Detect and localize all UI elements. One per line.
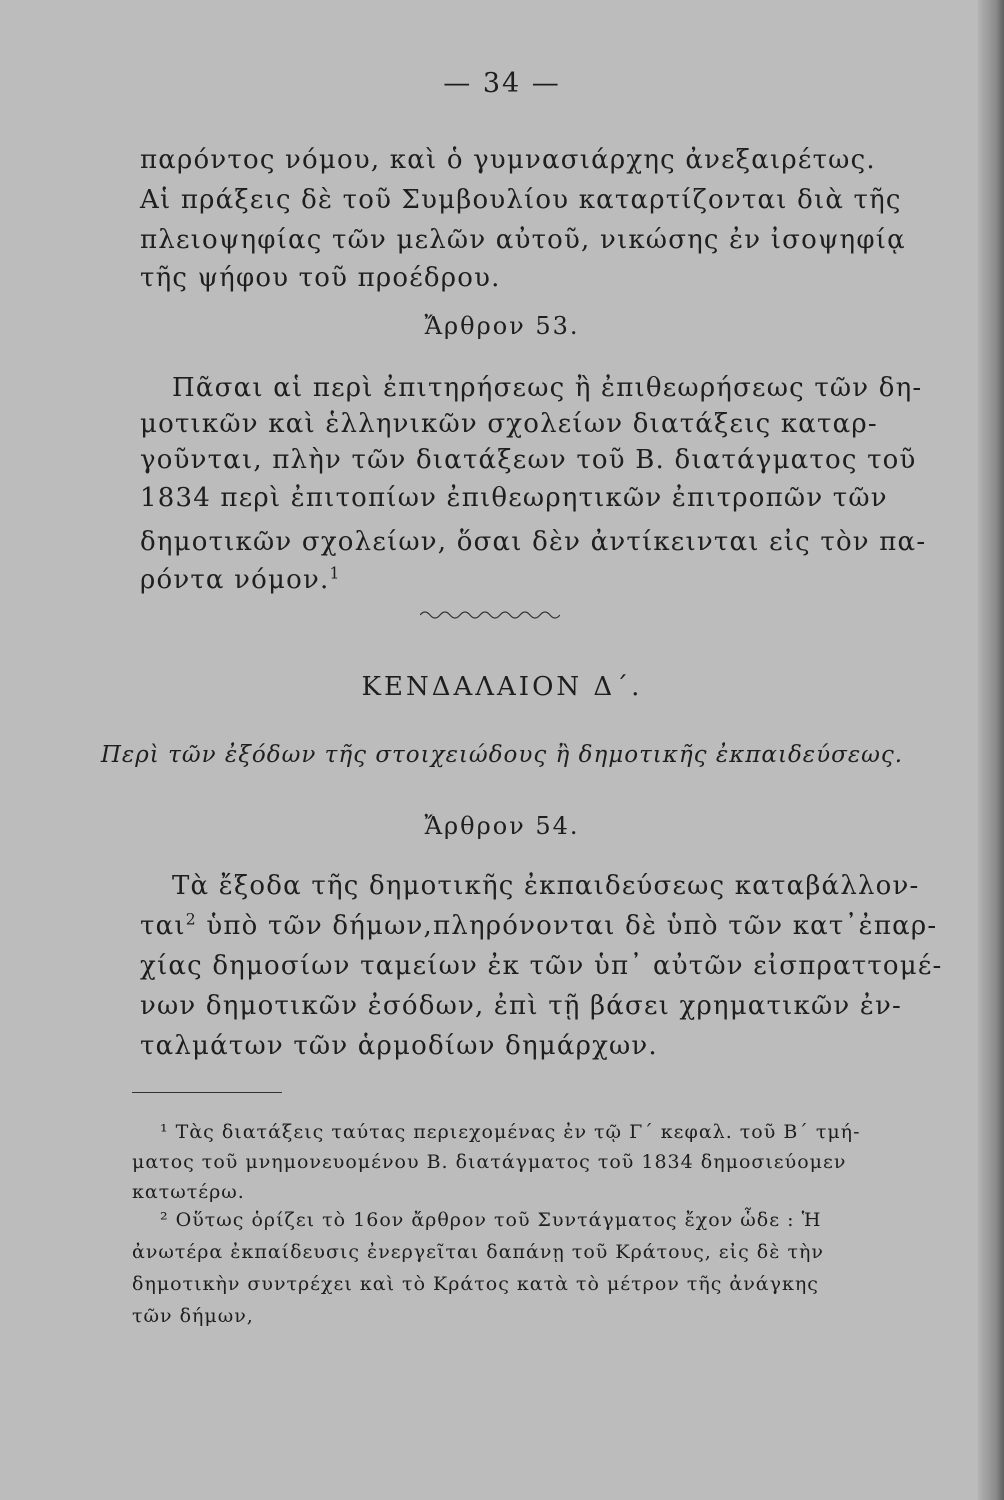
footnote-line: τῶν δήμων, [132, 1305, 254, 1327]
text-line: νων δημοτικῶν ἐσόδων, ἐπὶ τῇ βάσει χρηματικῶν ἐν- [140, 991, 903, 1021]
text-line [140, 906, 938, 946]
text-span: ὑπὸ τῶν δήμων,πληρόνονται δὲ ὑπὸ τῶν κατ᾽ἐπαρ- [196, 911, 938, 941]
text-line: ταλμάτων τῶν ἁρμοδίων δημάρχων. [140, 1031, 658, 1061]
footnote-marker: 1 [329, 564, 341, 583]
footnote-line: ματος τοῦ μνημονευομένου Β. διατάγματος τοῦ 1834 δημοσιεύομεν [132, 1151, 847, 1173]
footnote-line: ¹ Τὰς διατάξεις ταύτας περιεχομένας ἐν τῷ Γ΄ κεφαλ. τοῦ Β΄ τμή- [160, 1121, 861, 1143]
chapter-title: ΚΕΝΔΑΛΑΙΟΝ Δ΄. [361, 672, 643, 702]
text-line: 1834 περὶ ἐπιτοπίων ἐπιθεωρητικῶν ἐπιτροπῶν τῶν [140, 483, 888, 513]
text-line: Τὰ ἔξοδα τῆς δημοτικῆς ἐκπαιδεύσεως καταβάλλον- [172, 871, 920, 901]
footnote-line: κατωτέρω. [132, 1181, 245, 1203]
text-line: Πᾶσαι αἱ περὶ ἐπιτηρήσεως ἢ ἐπιθεωρήσεως τῶν δη- [172, 373, 923, 403]
article-54-heading: Ἄρθρον 54. [424, 812, 580, 840]
text-span: ται [140, 911, 186, 941]
text-line: τῆς ψήφου τοῦ προέδρου. [140, 263, 501, 293]
text-line [140, 560, 852, 600]
text-line: Αἱ πράξεις δὲ τοῦ Συμβουλίου καταρτίζονται διὰ τῆς [140, 185, 902, 215]
text-line: χίας δημοσίων ταμείων ἐκ τῶν ὑπ᾽ αὐτῶν εἰσπραττομέ- [140, 951, 943, 981]
text-span: ρόντα νόμον. [140, 565, 330, 595]
chapter-subtitle: Περὶ τῶν ἐξόδων τῆς στοιχειώδους ἢ δημοτικῆς ἐκπαιδεύσεως. [100, 742, 904, 768]
text-line: πλειοψηφίας τῶν μελῶν αὐτοῦ, νικώσης ἐν ἰσοψηφίᾳ [140, 225, 906, 255]
footnote-line: ἀνωτέρα ἐκπαίδευσις ἐνεργεῖται δαπάνῃ τοῦ Κράτους, εἰς δὲ τὴν [132, 1241, 824, 1263]
text-line: μοτικῶν καὶ ἑλληνικῶν σχολείων διατάξεις καταρ- [140, 409, 878, 439]
footnote-marker: 2 [185, 910, 197, 929]
decorative-wavy-rule [420, 608, 560, 622]
article-53-heading: Ἄρθρον 53. [424, 312, 580, 340]
text-line: δημοτικῶν σχολείων, ὅσαι δὲν ἀντίκεινται εἰς τὸν πα- [140, 527, 927, 557]
footnote-separator [132, 1092, 282, 1093]
footnote-line: δημοτικὴν συντρέχει καὶ τὸ Κράτος κατὰ τὸ μέτρον τῆς ἀνάγκης [132, 1273, 819, 1295]
footnote-line: ² Οὕτως ὁρίζει τὸ 16ον ἄρθρον τοῦ Συντάγματος ἔχον ὧδε : Ἡ [160, 1209, 822, 1231]
page-number: — 34 — [443, 68, 561, 99]
text-line: γοῦνται, πλὴν τῶν διατάξεων τοῦ Β. διατάγματος τοῦ [140, 445, 917, 475]
text-line: παρόντος νόμου, καὶ ὁ γυμνασιάρχης ἀνεξαιρέτως. [140, 145, 876, 175]
